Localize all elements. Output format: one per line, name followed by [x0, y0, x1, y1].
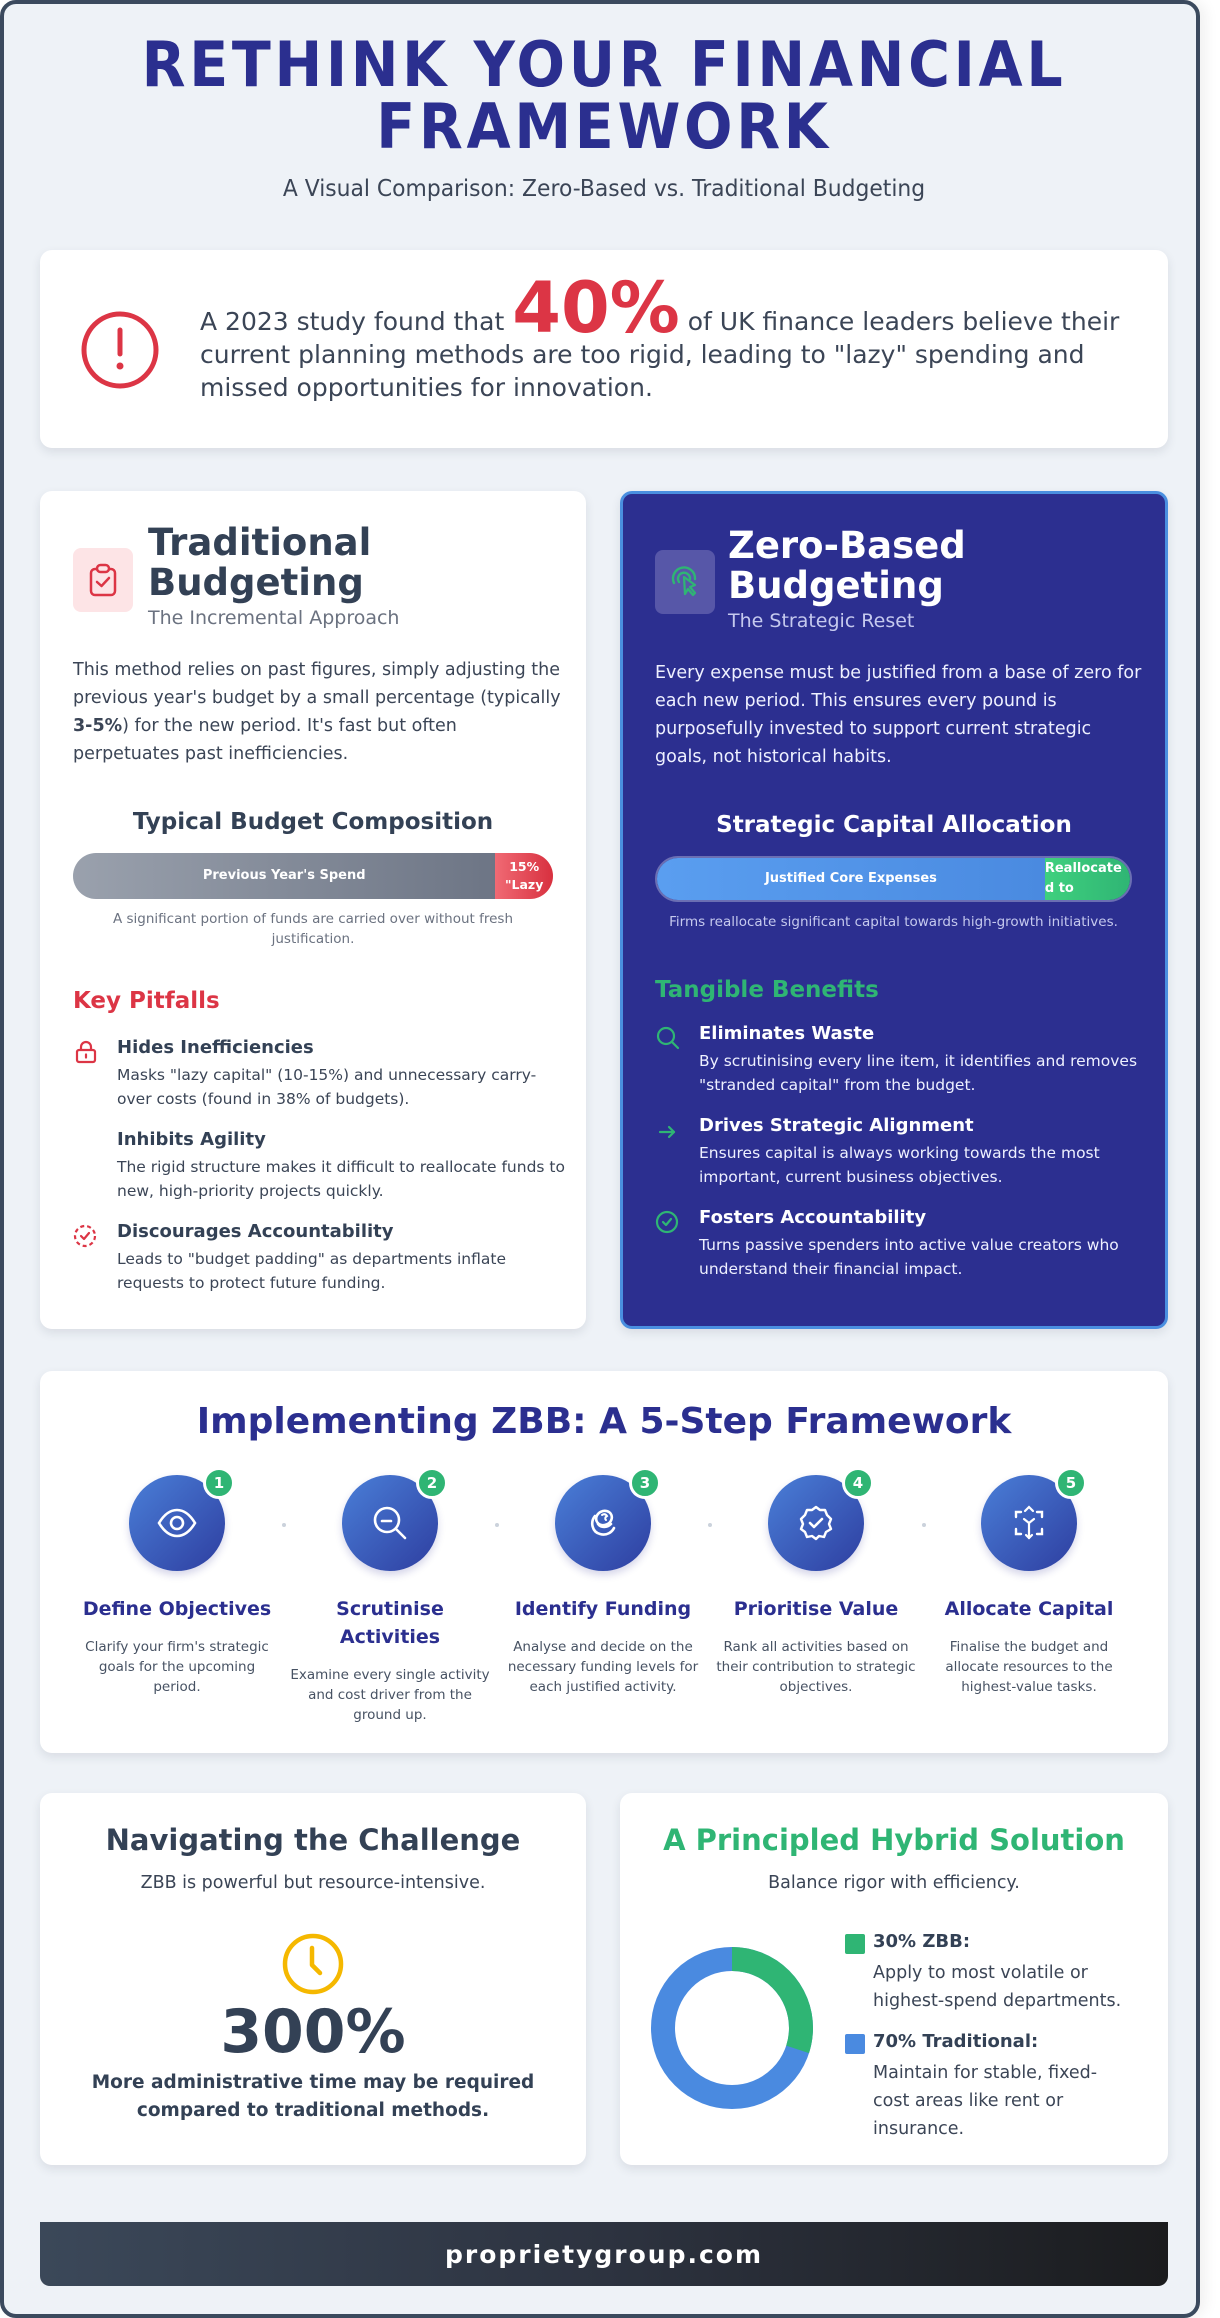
hybrid-donut-chart	[650, 1946, 814, 2110]
hybrid-title: A Principled Hybrid Solution	[663, 1823, 1125, 1857]
benefit-title: Drives Strategic Alignment	[699, 1115, 974, 1136]
legend-title: 30% ZBB:	[873, 1931, 971, 1952]
step-name: Allocate Capital	[944, 1598, 1114, 1620]
zbb-bar-title: Strategic Capital Allocation	[716, 812, 1072, 838]
traditional-desc-bold: 3-5%	[73, 716, 123, 736]
previous-spend-segment: Previous Year's Spend	[73, 853, 495, 899]
traditional-icon-box	[73, 548, 133, 612]
pitfall-title: Inhibits Agility	[117, 1129, 266, 1150]
stat-suffix: of UK finance leaders believe their current planning methods are too rigid, leading to "lazy" spending and missed opportunities for innovation.	[200, 307, 1120, 402]
reallocated-segment: Reallocated to	[1045, 858, 1130, 900]
page-title	[52, 28, 1156, 163]
step-name: Define Objectives	[82, 1598, 272, 1620]
traditional-subtitle: The Incremental Approach	[148, 607, 400, 629]
traditional-title-line-2: Budgeting	[148, 561, 364, 604]
step-connector	[708, 1523, 712, 1527]
step-number-badge: 4	[842, 1467, 874, 1499]
challenge-card	[40, 1793, 586, 2165]
pitfall-desc: Leads to "budget padding" as departments inflate requests to protect future funding.	[117, 1250, 506, 1292]
challenge-value: 300%	[220, 1997, 406, 2067]
challenge-title: Navigating the Challenge	[105, 1823, 521, 1857]
core-expenses-segment: Justified Core Expenses	[657, 858, 1045, 900]
pitfall-desc: The rigid structure makes it difficult to reallocate funds to new, high-priority projects quickly.	[117, 1158, 565, 1200]
key-pitfalls-heading: Key Pitfalls	[73, 988, 220, 1014]
hybrid-subtitle: Balance rigor with efficiency.	[768, 1873, 1020, 1893]
lazy-spend-segment: 15% "Lazy	[495, 853, 553, 899]
title-line-2: FRAMEWORK	[376, 90, 832, 163]
legend-swatch-green	[845, 1934, 865, 1954]
legend-swatch-blue	[845, 2034, 865, 2054]
stat-card	[40, 250, 1168, 448]
focus-frame-icon	[1008, 1502, 1050, 1544]
stat-prefix: A 2023 study found that	[200, 307, 513, 336]
zbb-icon-box	[655, 550, 715, 614]
legend-desc: Apply to most volatile or highest-spend departments.	[873, 1963, 1122, 2011]
lock-icon	[73, 1039, 99, 1065]
step-number-badge: 5	[1055, 1467, 1087, 1499]
benefit-title: Eliminates Waste	[699, 1023, 875, 1044]
pitfall-desc: Masks "lazy capital" (10-15%) and unnecessary carry-over costs (found in 38% of budgets).	[117, 1066, 537, 1108]
traditional-budgeting-card	[40, 491, 586, 1329]
step-connector	[922, 1523, 926, 1527]
zbb-description: Every expense must be justified from a base of zero for each new period. This ensures every pound is purposefully invested to support current strategic goals, not historical habits.	[655, 663, 1142, 767]
title-line-1: RETHINK YOUR FINANCIAL	[141, 28, 1067, 101]
traditional-title-line-1: Traditional	[148, 521, 372, 564]
page-subtitle: A Visual Comparison: Zero-Based vs. Traditional Budgeting	[282, 176, 926, 202]
pitfall-title: Discourages Accountability	[117, 1221, 394, 1242]
step-desc: Finalise the budget and allocate resources to the highest-value tasks.	[945, 1639, 1113, 1695]
clipboard-check-icon	[88, 563, 118, 597]
zero-based-budgeting-card	[620, 491, 1168, 1329]
traditional-desc-text-end: ) for the new period. It's fast but often perpetuates past inefficiencies.	[73, 716, 457, 764]
badge-check-icon	[795, 1502, 837, 1544]
dashed-circle-check-icon	[73, 1223, 99, 1249]
zbb-title-line-1: Zero-Based	[728, 524, 966, 567]
tangible-benefits-heading: Tangible Benefits	[655, 977, 879, 1003]
zbb-subtitle: The Strategic Reset	[728, 610, 915, 632]
step-desc: Clarify your firm's strategic goals for the upcoming period.	[85, 1639, 269, 1695]
step-number-badge: 2	[416, 1467, 448, 1499]
step-connector	[282, 1523, 286, 1527]
search-icon	[655, 1025, 681, 1051]
alert-circle-icon	[80, 310, 160, 390]
zoom-out-icon	[369, 1502, 411, 1544]
benefit-desc: By scrutinising every line item, it identifies and removes "stranded capital" from the budget.	[699, 1052, 1138, 1094]
footer-website-link[interactable]: proprietygroup.com	[444, 2239, 764, 2269]
zbb-title	[728, 526, 966, 606]
target-cursor-icon	[668, 563, 702, 601]
steps-card	[40, 1371, 1168, 1753]
benefit-title: Fosters Accountability	[699, 1207, 927, 1228]
challenge-note: More administrative time may be required compared to traditional methods.	[91, 2072, 535, 2121]
eye-icon	[156, 1502, 198, 1544]
traditional-desc-text: This method relies on past figures, simply adjusting the previous year's budget by a small percentage (typically	[73, 660, 561, 708]
traditional-bar-note: A significant portion of funds are carried over without fresh justification.	[112, 911, 514, 947]
legend-title: 70% Traditional:	[873, 2031, 1039, 2052]
step-desc: Examine every single activity and cost driver from the ground up.	[290, 1667, 490, 1723]
step-number-badge: 1	[203, 1467, 235, 1499]
arrow-right-icon	[655, 1117, 681, 1143]
traditional-title	[148, 523, 371, 603]
stat-text	[200, 267, 1140, 404]
zbb-title-line-2: Budgeting	[728, 564, 944, 607]
coins-icon	[582, 1502, 624, 1544]
step-name: Identify Funding	[514, 1598, 692, 1620]
step-desc: Analyse and decide on the necessary funding levels for each justified activity.	[507, 1639, 699, 1695]
clock-icon	[280, 1931, 346, 1997]
zbb-allocation-bar	[655, 856, 1132, 902]
step-number-badge: 3	[629, 1467, 661, 1499]
footer-banner	[40, 2222, 1168, 2286]
traditional-budget-bar	[73, 853, 553, 899]
circle-check-icon	[655, 1209, 681, 1235]
benefit-desc: Turns passive spenders into active value creators who understand their financial impact.	[699, 1236, 1119, 1278]
step-name: Prioritise Value	[733, 1598, 899, 1620]
step-connector	[495, 1523, 499, 1527]
pitfall-title: Hides Inefficiencies	[117, 1037, 314, 1058]
hybrid-solution-card	[620, 1793, 1168, 2165]
legend-desc: Maintain for stable, fixed-cost areas like rent or insurance.	[873, 2063, 1098, 2139]
step-name: Scrutinise Activities	[336, 1598, 444, 1648]
benefit-desc: Ensures capital is always working towards the most important, current business objectives.	[699, 1144, 1100, 1186]
zbb-bar-note: Firms reallocate significant capital towards high-growth initiatives.	[669, 914, 1118, 930]
step-desc: Rank all activities based on their contribution to strategic objectives.	[716, 1639, 916, 1695]
traditional-description	[73, 656, 563, 768]
steps-title: Implementing ZBB: A 5-Step Framework	[196, 1401, 1012, 1442]
challenge-subtitle: ZBB is powerful but resource-intensive.	[140, 1873, 486, 1893]
traditional-bar-title: Typical Budget Composition	[132, 809, 494, 835]
stat-value: 40%	[512, 267, 680, 349]
